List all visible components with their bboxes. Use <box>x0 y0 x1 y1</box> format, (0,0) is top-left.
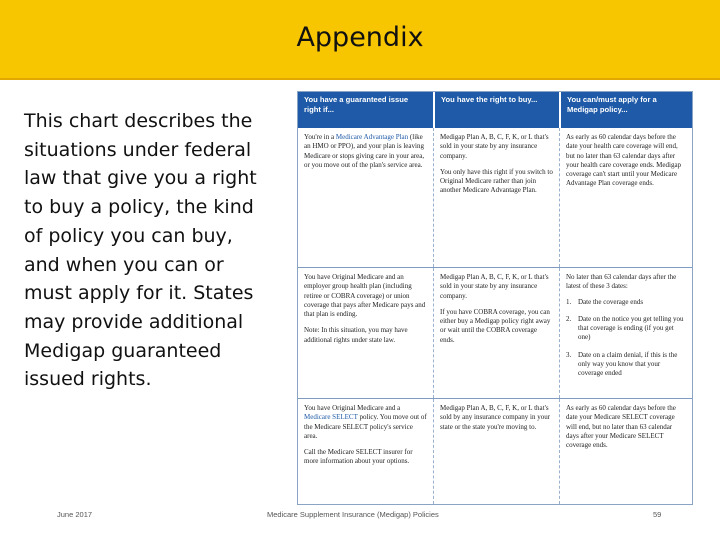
list-item <box>566 351 686 379</box>
table-cell <box>433 399 559 504</box>
medicare-advantage-plan-link[interactable]: Medicare Advantage Plan <box>335 133 409 141</box>
list-text: Date on the notice you get telling you that coverage is ending (if you get one) <box>578 314 684 342</box>
cell-paragraph <box>304 404 427 441</box>
title-band <box>0 0 720 80</box>
cell-paragraph: You only have this right if you switch to Original Medicare rather than join another Medicare Advantage Plan. <box>440 167 553 195</box>
column-header-right-if: You have a guaranteed issue right if... <box>304 95 409 114</box>
table-row <box>298 128 692 267</box>
cell-paragraph: Call the Medicare SELECT insurer for more information about your options. <box>304 448 413 466</box>
list-number: 1. <box>566 297 572 306</box>
footer-date: June 2017 <box>57 510 93 519</box>
chart-description: This chart describes the situations under federal law that give you a right to buy a policy, the kind of policy you can buy, and when you can or must apply for it. States may provide additional Medigap guaranteed issued rights. <box>24 110 257 391</box>
guaranteed-issue-table <box>297 91 693 505</box>
cell-paragraph: Medigap Plan A, B, C, F, K, or L that's sold by any insurance company in your state or the state you're moving to. <box>440 404 551 431</box>
column-header-right-to-buy: You have the right to buy... <box>433 92 559 128</box>
cell-paragraph: Medigap Plan A, B, C, F, K, or L that's sold in your state by any insurance company. <box>440 273 549 300</box>
page-title: Appendix <box>296 22 424 53</box>
table-cell <box>559 128 692 267</box>
cell-paragraph: As early as 60 calendar days before the date your health care coverage will end, but no later than 63 calendar days after your health care coverage ends. Medigap coverage can't start until your Medicare Advantage Plan coverage ends. <box>566 133 682 188</box>
cell-paragraph: As early as 60 calendar days before the date your Medicare SELECT coverage will end, but no later than 63 calendar days after your Medicare SELECT coverage ends. <box>566 404 676 450</box>
cell-text: You have Original Medicare and a <box>304 404 401 412</box>
cell-lead-text: No later than 63 calendar days after the latest of these 3 dates: <box>566 273 677 291</box>
page-number: 59 <box>653 510 662 519</box>
table-header <box>298 92 692 128</box>
table-cell <box>433 268 559 398</box>
cell-paragraph: If you have COBRA coverage, you can either buy a Medigap policy right away or wait until the COBRA coverage ends. <box>440 307 551 344</box>
medicare-select-link[interactable]: Medicare SELECT <box>304 413 358 422</box>
cell-text: You're in a <box>304 133 336 141</box>
list-number: 2. <box>566 314 572 323</box>
table-cell <box>298 399 433 504</box>
cell-text: (like an HMO or PPO), and your plan is leaving Medicare or stops giving care in your area, or you move out of the plan's service area. <box>304 133 425 169</box>
cell-text: policy. You move out of the Medicare SELECT policy's service area. <box>304 413 427 440</box>
cell-paragraph: You have Original Medicare and an employer group health plan (including retiree or COBRA coverage) or union coverage that pays after Medicare pays and that plan is ending. <box>304 273 426 319</box>
cell-note: Note: In this situation, you may have additional rights under state law. <box>304 326 408 344</box>
list-number: 3. <box>566 350 572 359</box>
list-text: Date the coverage ends <box>578 297 644 306</box>
list-text: Date on a claim denial, if this is the only way you know that your coverage ended <box>578 350 678 378</box>
table-row <box>298 267 692 398</box>
table-cell <box>433 128 559 267</box>
footer-title: Medicare Supplement Insurance (Medigap) Policies <box>267 510 439 519</box>
table-cell <box>559 399 692 504</box>
table-cell <box>298 268 433 398</box>
list-item <box>566 315 686 343</box>
list-item <box>566 298 686 307</box>
table-row <box>298 398 692 504</box>
table-cell <box>298 128 433 267</box>
cell-paragraph: Medigap Plan A, B, C, F, K, or L that's sold in your state by any insurance company. <box>440 133 549 160</box>
table-cell <box>559 268 692 398</box>
column-header-apply-when: You can/must apply for a Medigap policy... <box>559 92 692 128</box>
